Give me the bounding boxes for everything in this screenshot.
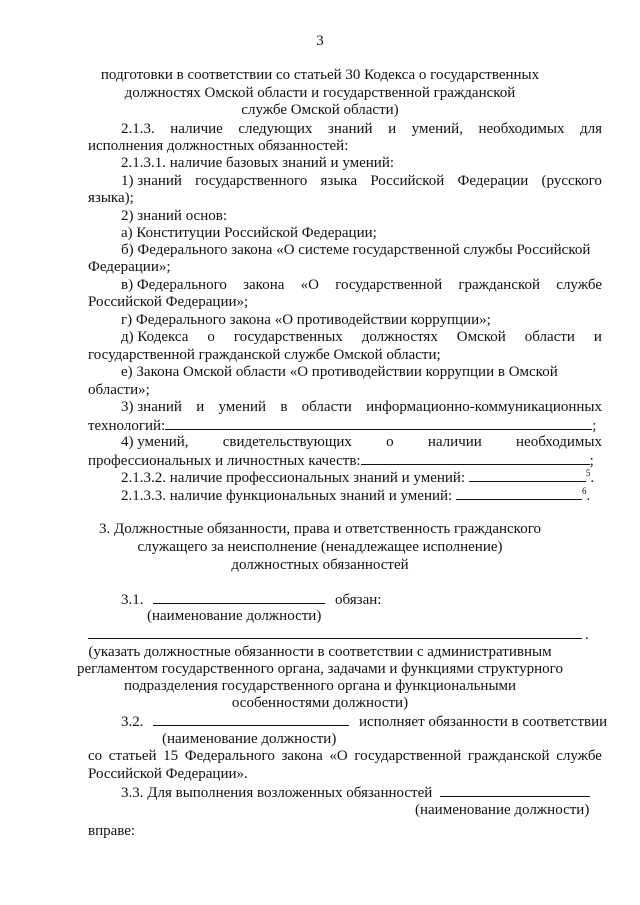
word: гражданской [458, 277, 541, 293]
s32-line-2 [88, 747, 602, 765]
word: и [593, 329, 602, 345]
item4-line-1 [121, 433, 602, 451]
item-g-line: г) Федерального закона «О противодействии коррупции»; [121, 312, 491, 328]
duties-blank-line [88, 638, 582, 639]
footnote-marker: 5 [585, 468, 591, 478]
word: 15 [163, 748, 179, 764]
word: и [388, 121, 397, 137]
word: государственного [195, 173, 308, 189]
s2132-line [121, 468, 594, 487]
word: Омской [456, 329, 506, 345]
punctuation: ; [589, 453, 594, 469]
s32-line-1 [121, 712, 607, 731]
word: свидетельствующих [222, 434, 352, 450]
word: о [207, 329, 215, 345]
qualities-label: профессиональных и личностных качеств: [88, 453, 361, 469]
word: наличие [170, 121, 223, 137]
word: должностях [361, 329, 438, 345]
item3-line-1 [121, 398, 602, 416]
word: знаний [327, 121, 373, 137]
word: Российской [370, 173, 445, 189]
word: 3) знаний [121, 399, 182, 415]
word: языка [320, 173, 358, 189]
word: закона [243, 277, 285, 293]
footnote-marker: 6 [581, 486, 587, 496]
header-line-1: подготовки в соответствии со статьей 30 Кодекса о государственных [100, 67, 540, 83]
clause-number: 3.1. [121, 592, 144, 608]
punctuation: . [590, 470, 595, 486]
word: государственной [335, 277, 443, 293]
word: «О [300, 277, 319, 293]
s32-line-3: Российской Федерации». [88, 766, 248, 782]
word: в [280, 399, 288, 415]
word: необходимых [478, 121, 565, 137]
duties-note-line-1: (указать должностные обязанности в соответствии с административным [88, 644, 552, 660]
item1-line-1 [121, 172, 602, 190]
item-e-line-2: области»; [88, 382, 150, 398]
word: информационно-коммуникационных [366, 399, 602, 415]
word: области [301, 399, 352, 415]
duties-note-line-2: регламентом государственного органа, задачами и функциями структурного [77, 661, 563, 677]
word: следующих [238, 121, 313, 137]
word: о [386, 434, 394, 450]
fill-in-blank [456, 486, 582, 500]
position-blank [440, 783, 590, 797]
word: государственной [354, 748, 462, 764]
word: для [579, 121, 602, 137]
word: «О [329, 748, 348, 764]
word: статьей [108, 748, 157, 764]
s31-hint: (наименование должности) [147, 608, 322, 624]
item-v-line-2: Российской Федерации»; [88, 294, 249, 310]
position-blank [153, 712, 349, 726]
word: 1) знаний [121, 173, 182, 189]
functional-knowledge-label: 2.1.3.3. наличие функциональных знаний и умений: [121, 488, 453, 504]
item-e-line-1: е) Закона Омской области «О противодействии коррупции в Омской [121, 364, 558, 380]
punctuation: ; [592, 418, 597, 434]
item-d-line-1 [121, 328, 602, 346]
item-d-line-2: государственной гражданской службе Омской области; [88, 347, 441, 363]
position-blank [153, 590, 325, 604]
item-b-line-1: б) Федерального закона «О системе государственной службы Российской [121, 242, 591, 258]
technologies-label: технологий: [88, 418, 166, 434]
word: умений, [411, 121, 463, 137]
word: службе [556, 277, 602, 293]
word: гражданской [467, 748, 550, 764]
word: и [196, 399, 205, 415]
word: Федерации [457, 173, 529, 189]
rights-label: 3.3. Для выполнения возложенных обязанностей [121, 785, 433, 801]
word: со [88, 748, 103, 764]
item2-line: 2) знаний основ: [121, 208, 227, 224]
header-line-3: службе Омской области) [241, 102, 399, 118]
section3-title-line-2: служащего за неисполнение (ненадлежащее исполнение) [137, 539, 503, 555]
word: необходимых [516, 434, 602, 450]
page-number: 3 [316, 33, 324, 49]
item-v-line-1 [121, 276, 602, 294]
word: умений [218, 399, 267, 415]
item-a-line: а) Конституции Российской Федерации; [121, 225, 377, 241]
s33-tail: вправе: [88, 823, 136, 839]
duties-line-end: . [585, 627, 589, 643]
word: д) Кодекса [121, 329, 189, 345]
s33-line [121, 783, 590, 802]
duties-note-line-3: подразделения государственного органа и функциональными [123, 678, 517, 694]
professional-knowledge-label: 2.1.3.2. наличие профессиональных знаний и умений: [121, 470, 466, 486]
clause-number: 3.2. [121, 714, 144, 730]
section3-title-line-3: должностных обязанностей [231, 557, 409, 573]
word: государственных [233, 329, 343, 345]
s2131-line: 2.1.3.1. наличие базовых знаний и умений: [121, 155, 395, 171]
item1-line-2: языка); [88, 190, 134, 206]
s2133-line [121, 486, 590, 505]
duties-label: исполняет обязанности в соответствии [359, 714, 608, 730]
punctuation: . [586, 488, 591, 504]
word: Федерального [184, 748, 275, 764]
header-line-2: должностях Омской области и государственной гражданской [124, 85, 516, 101]
word: 4) умений, [121, 434, 189, 450]
duties-note-line-4: особенностями должности) [231, 695, 409, 711]
fill-in-blank [165, 416, 592, 430]
word: в) Федерального [121, 277, 227, 293]
s213-line-1 [121, 120, 602, 138]
word: 2.1.3. [121, 121, 155, 137]
fill-in-blank [469, 468, 586, 482]
word: службе [556, 748, 602, 764]
word: (русского [541, 173, 602, 189]
s32-hint: (наименование должности) [162, 731, 337, 747]
obliged-label: обязан: [335, 592, 382, 608]
s33-hint: (наименование должности) [415, 802, 590, 818]
fill-in-blank [361, 451, 590, 465]
item-b-line-2: Федерации»; [88, 259, 171, 275]
word: области [524, 329, 575, 345]
word: закона [281, 748, 323, 764]
word: наличии [427, 434, 482, 450]
s213-line-2: исполнения должностных обязанностей: [88, 138, 349, 154]
section3-title-line-1: 3. Должностные обязанности, права и ответственность гражданского [99, 521, 541, 537]
